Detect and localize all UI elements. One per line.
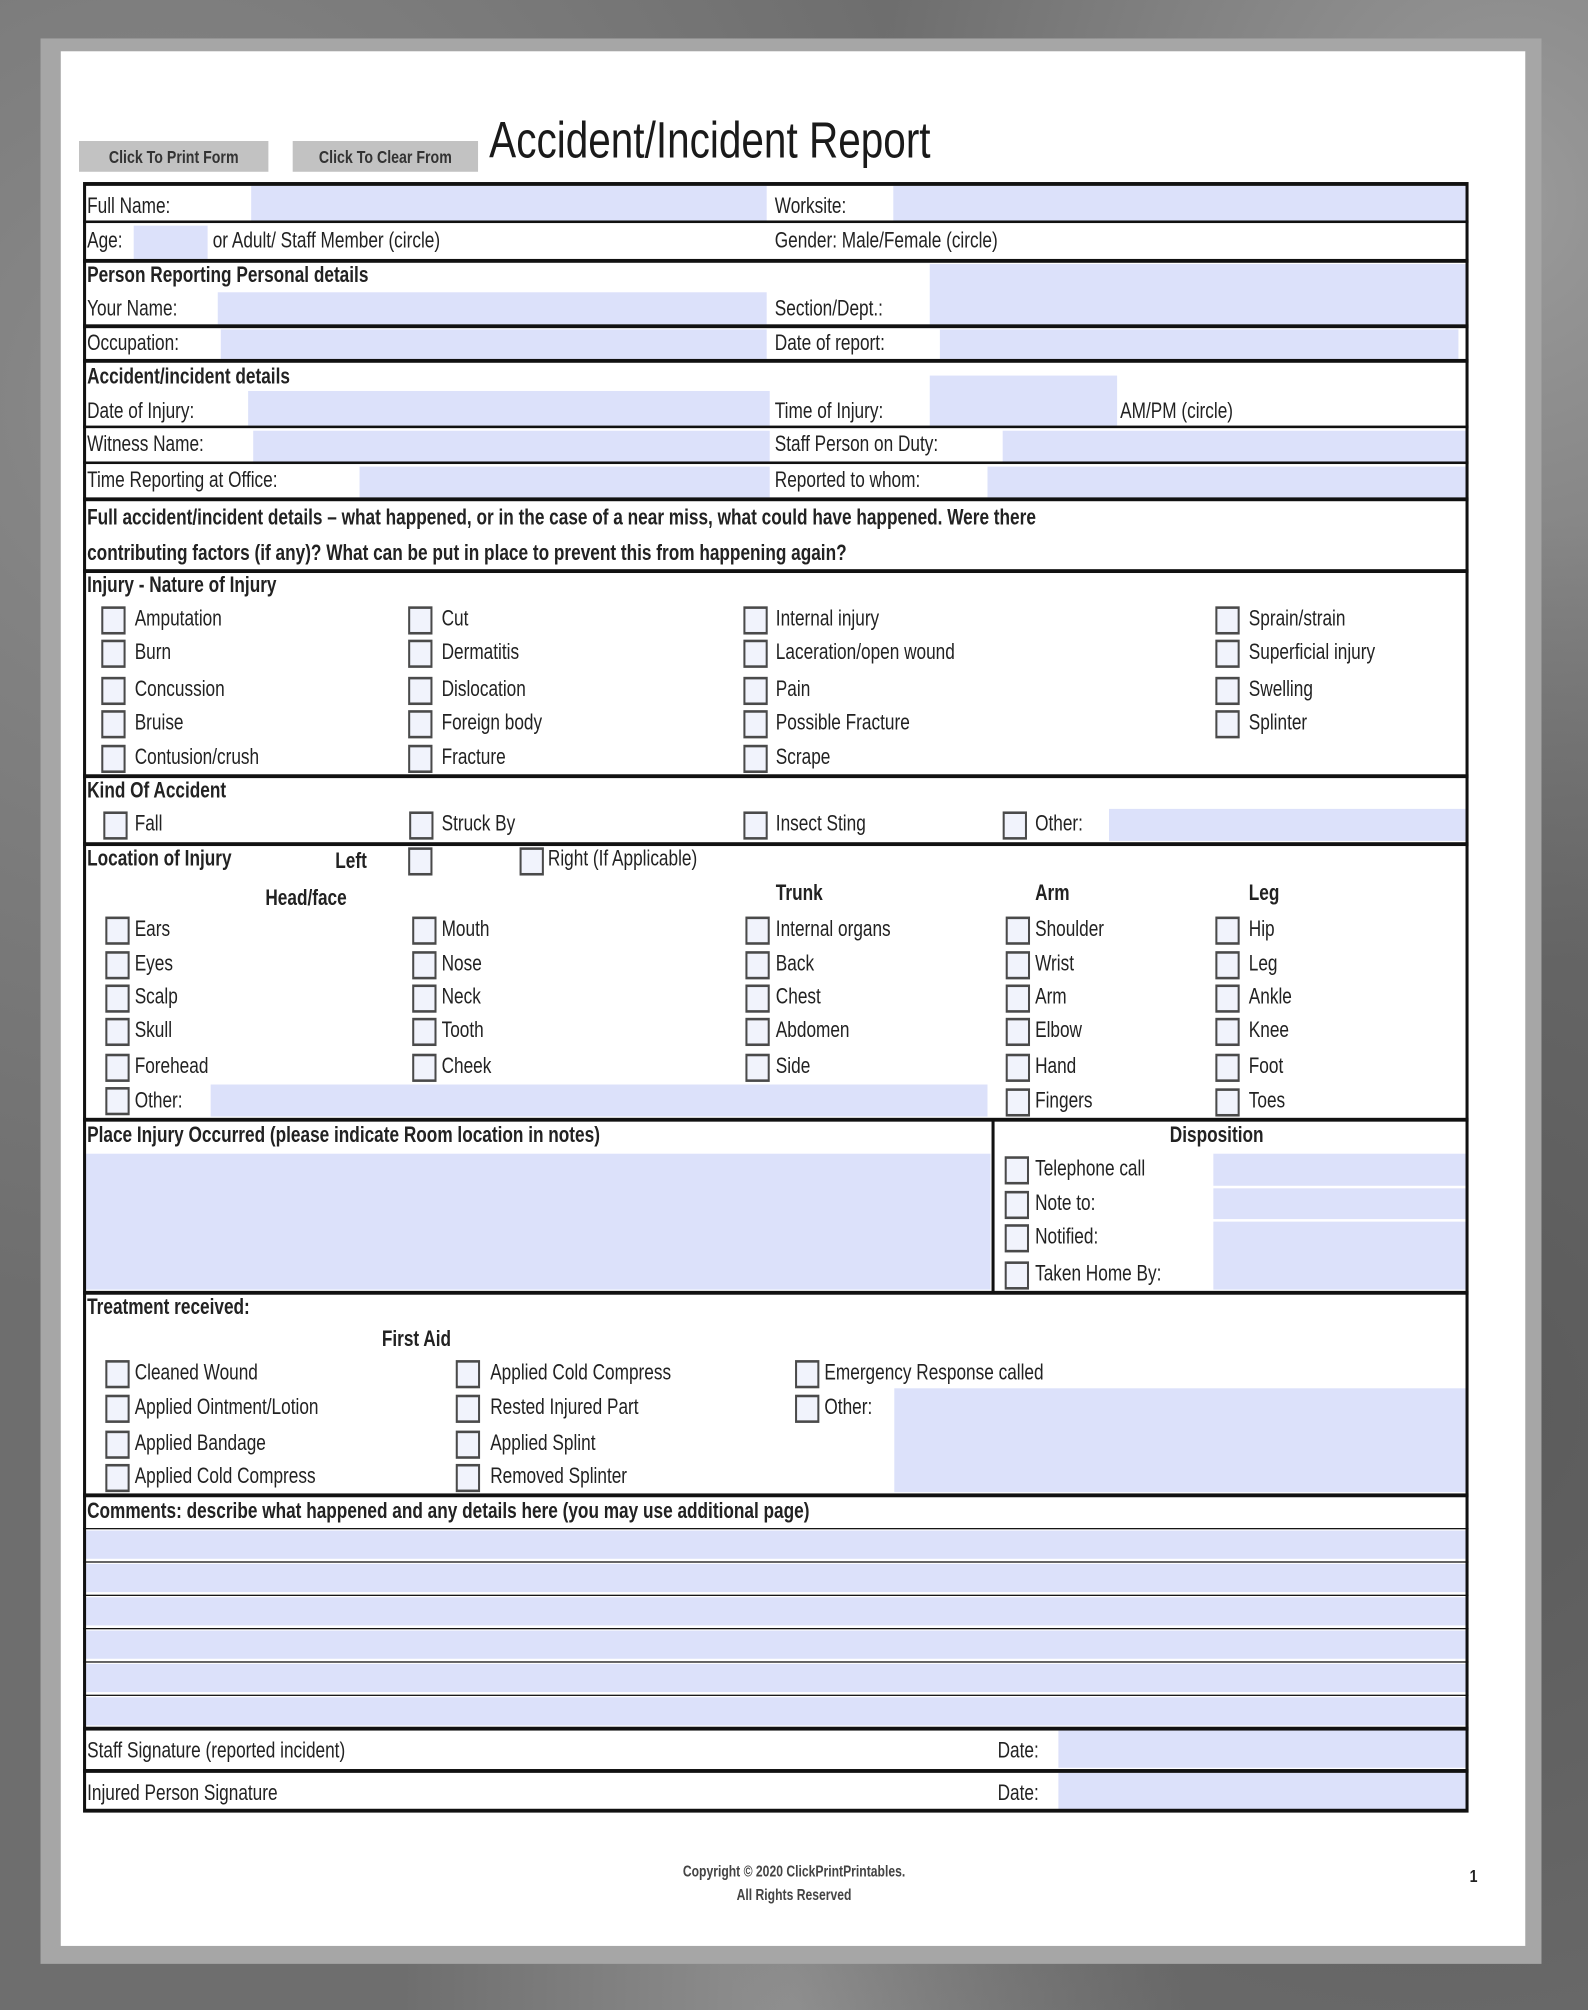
checkbox-hand[interactable] — [1006, 1054, 1030, 1082]
checkbox-sprain-strain[interactable] — [1215, 606, 1239, 634]
row-divider — [83, 426, 1469, 429]
treatment-item-label: Applied Cold Compress — [134, 1463, 316, 1489]
location-item-label: Fingers — [1035, 1088, 1093, 1113]
checkbox-disposition-4[interactable] — [1005, 1261, 1029, 1289]
disposition-item-label: Taken Home By: — [1035, 1261, 1162, 1286]
checkbox-treatment-removed-splinter[interactable] — [456, 1464, 480, 1492]
checkbox-foreign-body[interactable] — [408, 710, 432, 738]
checkbox-dislocation[interactable] — [408, 677, 432, 705]
your-name-label: Your Name: — [87, 296, 178, 321]
disposition-item-label: Notified: — [1035, 1224, 1099, 1249]
staff-date-label: Date: — [997, 1738, 1039, 1763]
checkbox-disposition-2[interactable] — [1005, 1191, 1029, 1219]
location-item-label: Ankle — [1248, 984, 1292, 1009]
location-other-label: Other: — [134, 1088, 183, 1113]
checkbox-splinter[interactable] — [1215, 710, 1239, 738]
comments-heading: Comments: describe what happened and any details here (you may use additional page) — [87, 1498, 810, 1523]
row-divider — [83, 220, 1469, 223]
nature-item-label: Cut — [441, 606, 469, 631]
treatment-item-label: Other: — [824, 1394, 873, 1420]
location-item-label: Hip — [1248, 916, 1275, 941]
kind-heading: Kind Of Accident — [87, 778, 227, 803]
checkbox-kind-struck-by[interactable] — [409, 811, 433, 839]
row-divider — [83, 1528, 1469, 1529]
page-title: Accident/Incident Report — [489, 112, 931, 170]
kind-other-label: Other: — [1035, 811, 1083, 836]
location-item-label: Leg — [1248, 951, 1278, 976]
checkbox-bruise[interactable] — [101, 710, 125, 738]
checkbox-dermatitis[interactable] — [408, 640, 432, 668]
location-item-label: Scalp — [134, 984, 178, 1009]
checkbox-forehead[interactable] — [105, 1054, 129, 1082]
reporter-heading: Person Reporting Personal details — [87, 262, 369, 288]
location-item-label: Back — [775, 951, 815, 976]
checkbox-ears[interactable] — [105, 917, 129, 945]
checkbox-knee[interactable] — [1215, 1018, 1239, 1046]
checkbox-superficial-injury[interactable] — [1215, 640, 1239, 668]
details-prompt-line-2: contributing factors (if any)? What can be put in place to prevent this from happening again? — [87, 540, 847, 566]
nature-item-label: Superficial injury — [1248, 639, 1376, 665]
checkbox-tooth[interactable] — [412, 1018, 436, 1046]
nature-item-label: Internal injury — [775, 606, 880, 631]
checkbox-skull[interactable] — [105, 1018, 129, 1046]
nature-heading: Injury - Nature of Injury — [87, 573, 277, 598]
checkbox-treatment-applied-ointment-lotion[interactable] — [105, 1395, 129, 1423]
checkbox-shoulder[interactable] — [1006, 917, 1030, 945]
checkbox-possible-fracture[interactable] — [743, 710, 767, 738]
location-item-label: Neck — [441, 984, 481, 1009]
checkbox-kind-insect-sting[interactable] — [743, 811, 767, 839]
treatment-heading: Treatment received: — [87, 1294, 250, 1320]
reported-to-label: Reported to whom: — [774, 467, 921, 493]
copyright-line-2: All Rights Reserved — [736, 1885, 852, 1904]
checkbox-internal-injury[interactable] — [743, 606, 767, 634]
checkbox-internal-organs[interactable] — [745, 917, 769, 945]
location-item-label: Elbow — [1035, 1017, 1082, 1043]
location-item-label: Hand — [1035, 1053, 1077, 1079]
left-label: Left — [335, 848, 367, 873]
nature-item-label: Contusion/crush — [134, 744, 260, 770]
checkbox-concussion[interactable] — [101, 677, 125, 705]
head-face-title: Head/face — [265, 885, 347, 911]
location-heading: Location of Injury — [87, 846, 232, 871]
row-divider — [83, 842, 1469, 846]
disposition-item-label: Note to: — [1035, 1190, 1096, 1216]
checkbox-disposition-1[interactable] — [1005, 1156, 1029, 1184]
checkbox-treatment-applied-splint[interactable] — [456, 1431, 480, 1459]
treatment-item-label: Applied Bandage — [134, 1430, 266, 1455]
checkbox-fracture[interactable] — [408, 745, 432, 773]
injured-date-label: Date: — [997, 1780, 1039, 1805]
checkbox-left[interactable] — [408, 847, 432, 875]
arm-title: Arm — [1035, 880, 1070, 906]
checkbox-treatment-emergency-response-called[interactable] — [795, 1360, 819, 1388]
nature-item-label: Pain — [775, 676, 811, 702]
row-divider — [83, 1695, 1469, 1696]
nature-item-label: Sprain/strain — [1248, 606, 1346, 631]
location-item-label: Tooth — [441, 1017, 484, 1043]
row-divider — [83, 359, 1469, 363]
nature-item-label: Amputation — [134, 606, 222, 631]
worksite-label: Worksite: — [774, 193, 847, 218]
nature-item-label: Splinter — [1248, 710, 1308, 735]
gender-label: Gender: Male/Female (circle) — [774, 228, 998, 253]
checkbox-contusion-crush[interactable] — [101, 745, 125, 773]
details-prompt-line-1: Full accident/incident details – what happened, or in the case of a near miss, what could have happened. Were there — [87, 505, 1036, 530]
kind-item-label: Struck By — [441, 811, 516, 836]
staff-signature-label: Staff Signature (reported incident) — [87, 1738, 346, 1763]
disposition-item-label: Telephone call — [1035, 1156, 1146, 1181]
checkbox-fingers[interactable] — [1006, 1088, 1030, 1116]
checkbox-ankle[interactable] — [1215, 984, 1239, 1012]
row-divider — [83, 1661, 1469, 1662]
location-item-label: Skull — [134, 1017, 173, 1043]
nature-item-label: Dermatitis — [441, 639, 520, 665]
age-note: or Adult/ Staff Member (circle) — [212, 228, 441, 253]
location-item-label: Nose — [441, 951, 482, 976]
kind-item-label: Fall — [134, 811, 163, 836]
first-aid-title: First Aid — [381, 1326, 452, 1352]
nature-item-label: Dislocation — [441, 676, 526, 702]
row-divider — [83, 1769, 1469, 1773]
disposition-heading: Disposition — [1169, 1122, 1264, 1148]
checkbox-mouth[interactable] — [412, 917, 436, 945]
nature-item-label: Scrape — [775, 744, 831, 770]
checkbox-cheek[interactable] — [412, 1054, 436, 1082]
nature-item-label: Laceration/open wound — [775, 639, 955, 665]
location-item-label: Arm — [1035, 984, 1067, 1009]
checkbox-scrape[interactable] — [743, 745, 767, 773]
row-divider — [83, 1628, 1469, 1629]
row-divider — [83, 1595, 1469, 1596]
checkbox-swelling[interactable] — [1215, 677, 1239, 705]
checkbox-elbow[interactable] — [1006, 1018, 1030, 1046]
page-number: 1 — [1469, 1865, 1478, 1886]
checkbox-disposition-3[interactable] — [1005, 1224, 1029, 1252]
row-divider — [83, 324, 1469, 328]
nature-item-label: Fracture — [441, 744, 506, 770]
nature-item-label: Foreign body — [441, 710, 543, 735]
checkbox-pain[interactable] — [743, 677, 767, 705]
location-item-label: Chest — [775, 984, 821, 1009]
checkbox-cut[interactable] — [408, 606, 432, 634]
section-dept-label: Section/Dept.: — [774, 296, 883, 321]
location-item-label: Cheek — [441, 1053, 492, 1079]
treatment-item-label: Applied Ointment/Lotion — [134, 1394, 319, 1420]
nature-item-label: Swelling — [1248, 676, 1313, 702]
checkbox-burn[interactable] — [101, 640, 125, 668]
location-item-label: Wrist — [1035, 951, 1074, 976]
checkbox-nose[interactable] — [412, 951, 436, 979]
location-item-label: Eyes — [134, 951, 173, 976]
accident-heading: Accident/incident details — [87, 364, 290, 389]
nature-item-label: Concussion — [134, 676, 225, 702]
nature-item-label: Burn — [134, 639, 172, 665]
checkbox-foot[interactable] — [1215, 1054, 1239, 1082]
treatment-item-label: Removed Splinter — [490, 1463, 628, 1489]
checkbox-treatment-applied-cold-compress[interactable] — [105, 1464, 129, 1492]
checkbox-back[interactable] — [745, 951, 769, 979]
trunk-title: Trunk — [775, 880, 823, 906]
treatment-item-label: Rested Injured Part — [490, 1394, 639, 1420]
row-divider — [83, 774, 1469, 778]
copyright-line-1: Copyright © 2020 ClickPrintPrintables. — [682, 1862, 906, 1881]
nature-item-label: Bruise — [134, 710, 184, 735]
place-disposition-divider — [992, 1119, 995, 1292]
checkbox-leg[interactable] — [1215, 951, 1239, 979]
injured-signature-label: Injured Person Signature — [87, 1780, 278, 1805]
row-divider — [83, 569, 1469, 573]
staff-on-duty-label: Staff Person on Duty: — [774, 432, 939, 457]
date-of-report-label: Date of report: — [774, 330, 885, 356]
checkbox-abdomen[interactable] — [745, 1018, 769, 1046]
checkbox-treatment-other-[interactable] — [795, 1395, 819, 1423]
checkbox-arm[interactable] — [1006, 984, 1030, 1012]
copyright — [591, 1860, 996, 1906]
checkbox-toes[interactable] — [1215, 1088, 1239, 1116]
location-item-label: Mouth — [441, 916, 490, 941]
clear-form-button[interactable]: Click To Clear From — [293, 141, 478, 172]
row-divider — [83, 1727, 1469, 1731]
checkbox-eyes[interactable] — [105, 951, 129, 979]
treatment-item-label: Applied Splint — [490, 1430, 596, 1455]
checkbox-treatment-cleaned-wound[interactable] — [105, 1360, 129, 1388]
checkbox-kind-fall[interactable] — [103, 811, 127, 839]
location-item-label: Abdomen — [775, 1017, 850, 1043]
leg-title: Leg — [1248, 880, 1280, 906]
checkbox-kind-other[interactable] — [1003, 811, 1027, 839]
ampm-note: AM/PM (circle) — [1120, 398, 1234, 424]
location-item-label: Side — [775, 1053, 811, 1079]
row-divider — [83, 1291, 1469, 1295]
checkbox-laceration-open-wound[interactable] — [743, 640, 767, 668]
checkbox-location-other[interactable] — [105, 1087, 129, 1115]
checkbox-right[interactable] — [520, 847, 544, 875]
treatment-item-label: Applied Cold Compress — [490, 1360, 672, 1385]
treatment-item-label: Cleaned Wound — [134, 1360, 258, 1385]
checkbox-chest[interactable] — [745, 984, 769, 1012]
checkbox-side[interactable] — [745, 1054, 769, 1082]
witness-label: Witness Name: — [87, 432, 204, 457]
print-form-button[interactable]: Click To Print Form — [79, 141, 268, 172]
time-reporting-label: Time Reporting at Office: — [87, 467, 278, 493]
checkbox-scalp[interactable] — [105, 984, 129, 1012]
date-of-injury-label: Date of Injury: — [87, 398, 195, 424]
location-item-label: Foot — [1248, 1053, 1284, 1079]
kind-item-label: Insect Sting — [775, 811, 866, 836]
nature-item-label: Possible Fracture — [775, 710, 910, 735]
checkbox-wrist[interactable] — [1006, 951, 1030, 979]
location-item-label: Forehead — [134, 1053, 209, 1079]
location-item-label: Shoulder — [1035, 916, 1105, 941]
treatment-item-label: Emergency Response called — [824, 1360, 1044, 1385]
occupation-label: Occupation: — [87, 330, 179, 356]
checkbox-hip[interactable] — [1215, 917, 1239, 945]
checkbox-treatment-applied-cold-compress[interactable] — [456, 1360, 480, 1388]
right-label: Right (If Applicable) — [547, 846, 698, 871]
full-name-label: Full Name: — [87, 193, 171, 218]
row-divider — [83, 461, 1469, 464]
row-divider — [83, 1561, 1469, 1562]
checkbox-treatment-applied-bandage[interactable] — [105, 1431, 129, 1459]
location-item-label: Toes — [1248, 1088, 1286, 1113]
location-item-label: Knee — [1248, 1017, 1289, 1043]
place-heading: Place Injury Occurred (please indicate Room location in notes) — [87, 1122, 600, 1148]
checkbox-amputation[interactable] — [101, 606, 125, 634]
checkbox-neck[interactable] — [412, 984, 436, 1012]
location-item-label: Ears — [134, 916, 171, 941]
row-divider — [83, 497, 1469, 501]
time-of-injury-label: Time of Injury: — [774, 398, 884, 424]
location-item-label: Internal organs — [775, 916, 891, 941]
age-label: Age: — [87, 228, 123, 253]
checkbox-treatment-rested-injured-part[interactable] — [456, 1395, 480, 1423]
